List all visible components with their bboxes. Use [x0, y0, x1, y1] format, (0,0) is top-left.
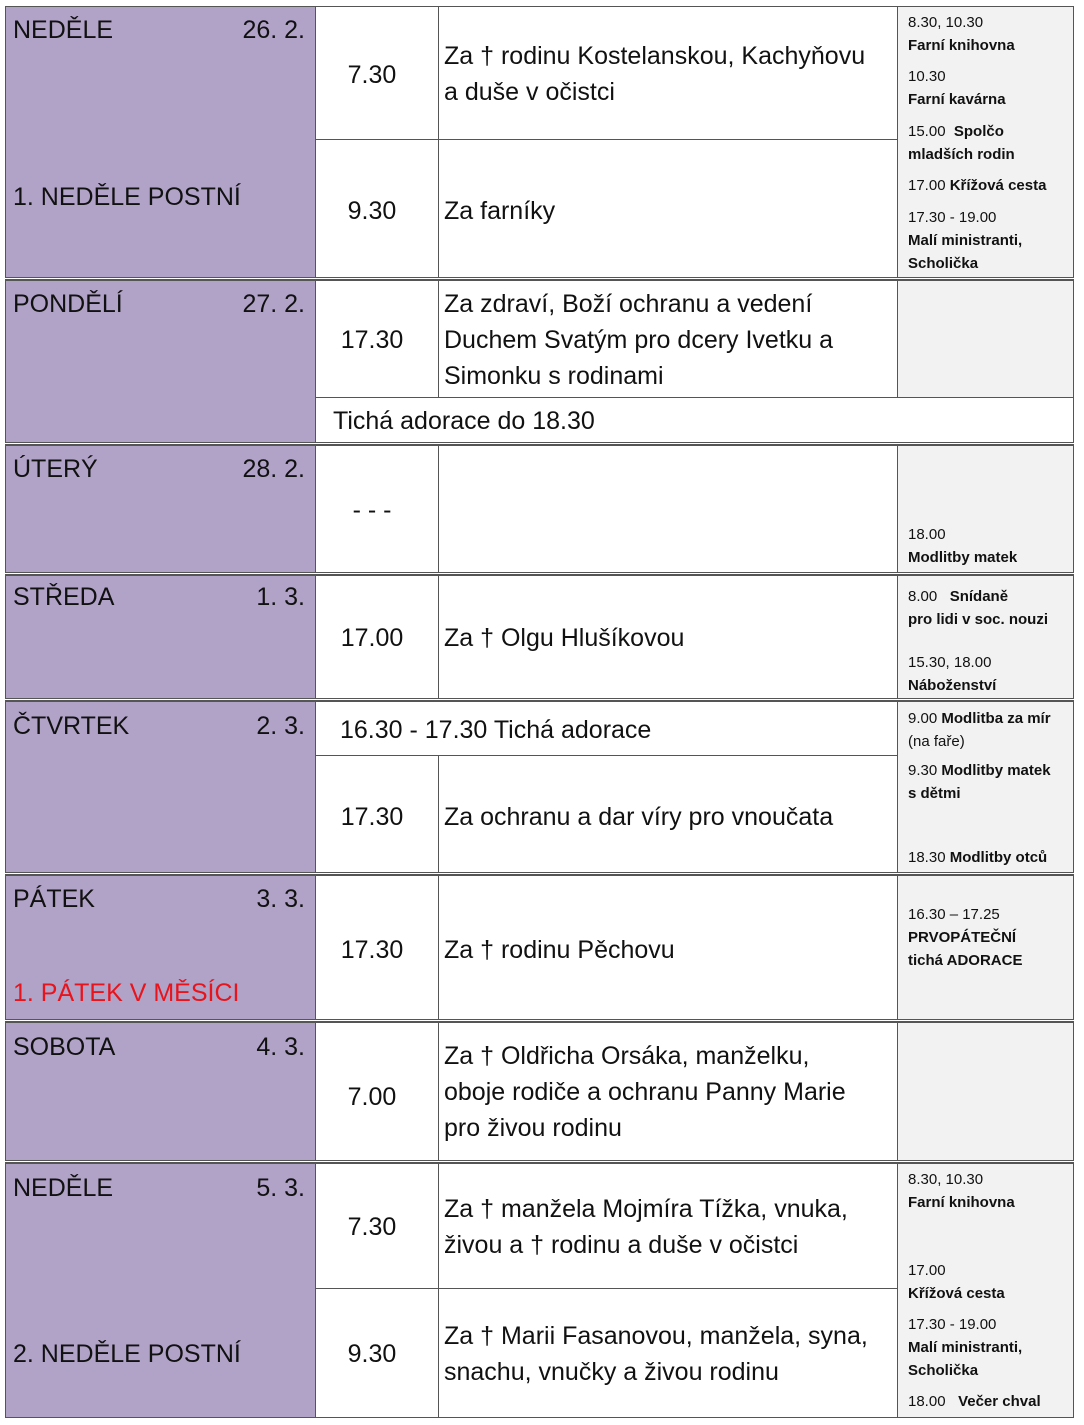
- notes-cell: [897, 1023, 1073, 1160]
- note: 10.30 Farní kavárna: [908, 68, 1006, 108]
- day-name: SOBOTA: [13, 1033, 116, 1061]
- note: 15.00 Spolčo mladších rodin: [908, 123, 1015, 163]
- day-feast: 1. PÁTEK V MĚSÍCI: [13, 979, 240, 1007]
- mass-time: 17.00: [340, 624, 404, 652]
- note: 18.00 Modlitby matek: [908, 526, 1018, 566]
- note: 18.30 Modlitby otců: [908, 849, 1048, 866]
- note: 9.00 Modlitba za mír (na faře): [908, 710, 1051, 750]
- day-name: ÚTERÝ: [13, 455, 98, 483]
- day-date: 5. 3.: [256, 1174, 305, 1202]
- day-name: PONDĚLÍ: [13, 290, 123, 318]
- mass-intention: Za † rodinu Pěchovu: [444, 936, 675, 964]
- mass-intention: Za † Marii Fasanovou, manžela, syna, snachu, vnučky a živou rodinu: [444, 1322, 868, 1386]
- mass-intention: Za † manžela Mojmíra Tížka, vnuka, živou a † rodinu a duše v očistci: [444, 1195, 848, 1259]
- day-name: NEDĚLE: [13, 1174, 114, 1202]
- day-feast: 1. NEDĚLE POSTNÍ: [13, 183, 241, 211]
- mass-time: 7.00: [347, 1083, 397, 1111]
- day-date: 1. 3.: [256, 583, 305, 611]
- day-name: ČTVRTEK: [13, 712, 130, 740]
- note: 17.00 Křížová cesta: [908, 1262, 1005, 1302]
- note: 18.00 Večer chval: [908, 1393, 1041, 1410]
- mass-time: 9.30: [347, 1340, 397, 1368]
- mass-intention: Za † rodinu Kostelanskou, Kachyňovu a duše v očistci: [444, 42, 866, 106]
- mass-intention: Za † Olgu Hlušíkovou: [444, 624, 685, 652]
- mass-time: 7.30: [347, 61, 397, 89]
- day-date: 27. 2.: [242, 290, 305, 318]
- mass-time: 17.30: [340, 936, 404, 964]
- note: 15.30, 18.00 Náboženství: [908, 654, 997, 694]
- mass-intention: Za ochranu a dar víry pro vnoučata: [444, 803, 834, 831]
- day-feast: 2. NEDĚLE POSTNÍ: [13, 1340, 241, 1368]
- note: 17.30 - 19.00 Malí ministranti, Scholička: [908, 1316, 1023, 1379]
- note: 17.30 - 19.00 Malí ministranti, Scholička: [908, 209, 1023, 272]
- day-date: 2. 3.: [256, 712, 305, 740]
- day-name: NEDĚLE: [13, 16, 114, 44]
- note: 16.30 – 17.25 PRVOPÁTEČNÍ tichá ADORACE: [908, 906, 1023, 969]
- mass-time: - - -: [352, 496, 392, 524]
- day-date: 26. 2.: [242, 16, 305, 44]
- mass-time: 9.30: [347, 197, 397, 225]
- day-date: 4. 3.: [256, 1033, 305, 1061]
- note: 8.00 Snídaně pro lidi v soc. nouzi: [908, 588, 1049, 628]
- day-date: 3. 3.: [256, 885, 305, 913]
- mass-time: 17.30: [340, 326, 404, 354]
- mass-time: 7.30: [347, 1213, 397, 1241]
- extra-row: 16.30 - 17.30 Tichá adorace: [340, 716, 652, 744]
- note: 8.30, 10.30 Farní knihovna: [908, 14, 1015, 54]
- day-date: 28. 2.: [242, 455, 305, 483]
- day-name: STŘEDA: [13, 583, 115, 611]
- day-name: PÁTEK: [13, 885, 95, 913]
- note: 8.30, 10.30 Farní knihovna: [908, 1171, 1015, 1211]
- mass-intention: Za farníky: [444, 197, 556, 225]
- extra-row: Tichá adorace do 18.30: [333, 407, 595, 435]
- mass-intention: Za † Oldřicha Orsáka, manželku, oboje rodiče a ochranu Panny Marie pro živou rodinu: [444, 1042, 846, 1142]
- notes-cell: [897, 281, 1073, 397]
- mass-intention: Za zdraví, Boží ochranu a vedení Duchem Svatým pro dcery Ivetku a Simonku s rodinami: [444, 290, 834, 390]
- note: 9.30 Modlitby matek s dětmi: [908, 762, 1051, 802]
- day-cell: [6, 7, 316, 277]
- note: 17.00 Křížová cesta: [908, 177, 1047, 194]
- mass-time: 17.30: [340, 803, 404, 831]
